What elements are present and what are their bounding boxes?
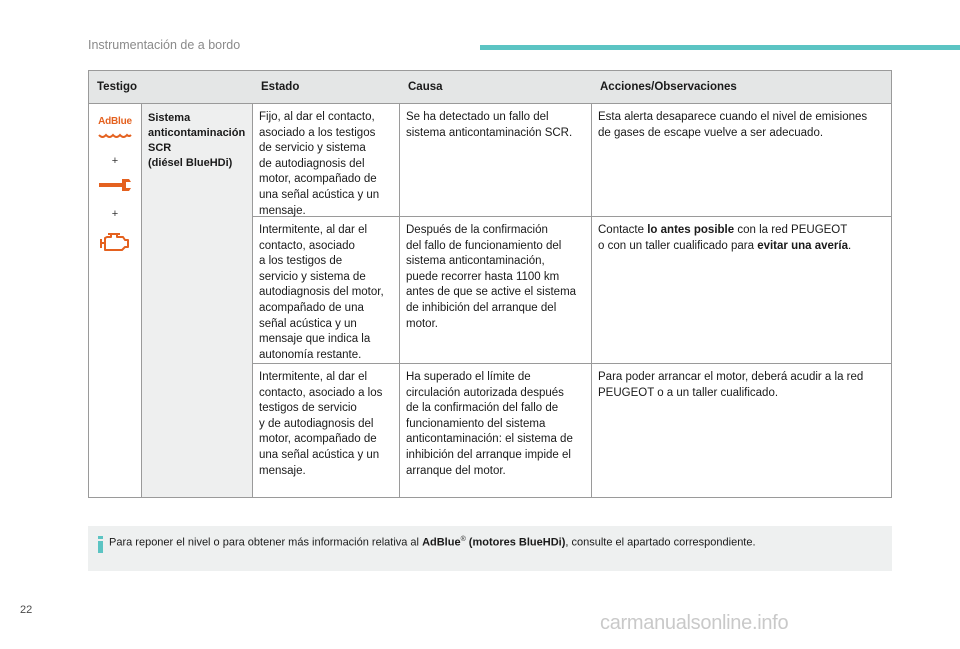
text-fragment: . <box>847 239 852 252</box>
emphasis-text: (motores BlueHDi) <box>465 536 566 549</box>
text-line: del fallo de funcionamiento del <box>406 239 562 252</box>
table-body <box>89 104 891 497</box>
estado-cell <box>253 104 400 216</box>
plus-sign: + <box>111 208 119 220</box>
text-line <box>598 239 885 255</box>
text-line: Para poder arrancar el motor, deberá acudir a la red <box>598 371 864 383</box>
text-line: PEUGEOT o a un taller cualificado. <box>598 386 779 399</box>
table-row <box>253 364 891 497</box>
adblue-icon <box>98 116 132 145</box>
info-note-text <box>109 536 756 549</box>
adblue-icon-label: AdBlue <box>98 116 132 127</box>
emphasis-text: AdBlue <box>422 536 461 549</box>
causa-cell <box>400 217 592 363</box>
acciones-cell <box>592 104 891 216</box>
text-line: de servicio y sistema <box>259 142 366 155</box>
column-header-testigo: Testigo <box>97 81 138 93</box>
text-line: circulación autorizada después <box>406 386 564 399</box>
acciones-cell <box>592 217 891 363</box>
info-note <box>88 526 892 571</box>
estado-cell <box>253 364 400 497</box>
text-line: Fijo, al dar el contacto, <box>259 111 375 123</box>
text-line: de autodiagnosis del <box>259 157 365 170</box>
estado-cell <box>253 217 400 363</box>
text-line: anticontaminación: el sistema de <box>406 433 573 446</box>
column-header-estado: Estado <box>261 81 300 93</box>
header-accent-bar <box>480 45 960 50</box>
text-line: de inhibición del arranque del <box>406 301 557 314</box>
warning-lamp-table <box>88 70 892 498</box>
text-line: y de autodiagnosis del <box>259 417 374 430</box>
indicator-name-line: (diésel BlueHDi) <box>148 157 233 169</box>
text-fragment: , consulte el apartado correspondiente. <box>565 536 756 549</box>
indicator-name-line: Sistema <box>148 112 191 124</box>
text-line: Se ha detectado un fallo del <box>406 111 549 123</box>
text-line: motor, acompañado de <box>259 433 377 446</box>
text-line: de gases de escape vuelve a ser adecuado. <box>598 126 824 139</box>
registered-mark: ® <box>460 536 466 543</box>
text-line: arranque del motor. <box>406 464 506 477</box>
text-line: sistema anticontaminación, <box>406 255 545 268</box>
text-line: testigos de servicio <box>259 402 357 415</box>
text-line: Después de la confirmación <box>406 224 548 236</box>
emphasis-text: lo antes posible <box>647 224 735 236</box>
text-line: autonomía restante. <box>259 348 362 361</box>
text-line: mensaje. <box>259 204 306 217</box>
text-line <box>598 223 885 239</box>
emphasis-text: evitar una avería <box>757 239 848 252</box>
column-header-causa: Causa <box>408 81 443 93</box>
indicator-name <box>142 104 253 497</box>
text-line: contacto, asociado <box>259 239 355 252</box>
causa-cell <box>400 104 592 216</box>
page-number: 22 <box>20 604 33 616</box>
text-line: a los testigos de <box>259 255 343 268</box>
text-line: sistema anticontaminación SCR. <box>406 126 573 139</box>
table-header-row <box>89 71 891 104</box>
text-line: motor. <box>406 317 438 330</box>
text-line: señal acústica y un <box>259 317 357 330</box>
text-fragment: Para reponer el nivel o para obtener más información relativa al <box>109 536 423 549</box>
text-line: servicio y sistema de <box>259 270 366 283</box>
text-line: funcionamiento del sistema <box>406 417 546 430</box>
column-header-acciones: Acciones/Observaciones <box>600 81 737 93</box>
text-line: una señal acústica y un <box>259 188 380 201</box>
text-line: Intermitente, al dar el <box>259 371 368 383</box>
watermark: carmanualsonline.info <box>600 612 789 634</box>
text-line: mensaje. <box>259 464 306 477</box>
text-fragment: o con un taller cualificado para <box>598 239 758 252</box>
indicator-name-line: anticontaminación <box>148 127 246 139</box>
text-line: motor, acompañado de <box>259 173 377 186</box>
text-line: autodiagnosis del motor, <box>259 286 384 299</box>
table-row <box>253 217 891 364</box>
engine-check-icon <box>98 230 132 259</box>
text-line: Ha superado el límite de <box>406 371 531 383</box>
indicator-name-line: SCR <box>148 142 172 154</box>
plus-sign: + <box>111 155 119 167</box>
text-line: mensaje que indica la <box>259 333 371 346</box>
text-line: puede recorrer hasta 1100 km <box>406 270 560 283</box>
text-line: antes de que se active el sistema <box>406 286 577 299</box>
text-fragment: con la red PEUGEOT <box>734 224 848 236</box>
text-line: Intermitente, al dar el <box>259 224 368 236</box>
text-line: Esta alerta desaparece cuando el nivel de emisiones <box>598 111 868 123</box>
wrench-icon <box>98 177 132 198</box>
acciones-cell <box>592 364 891 497</box>
text-line: asociado a los testigos <box>259 126 376 139</box>
text-line: inhibición del arranque impide el <box>406 448 571 461</box>
text-line: una señal acústica y un <box>259 448 380 461</box>
table-rows <box>253 104 891 497</box>
text-line: acompañado de una <box>259 301 364 314</box>
text-line: de la confirmación del fallo de <box>406 402 559 415</box>
indicator-icons <box>89 104 142 497</box>
causa-cell <box>400 364 592 497</box>
text-line: contacto, asociado a los <box>259 386 383 399</box>
info-icon <box>96 536 105 558</box>
running-head: Instrumentación de a bordo <box>88 38 241 52</box>
text-fragment: Contacte <box>598 224 648 236</box>
table-row <box>253 104 891 217</box>
